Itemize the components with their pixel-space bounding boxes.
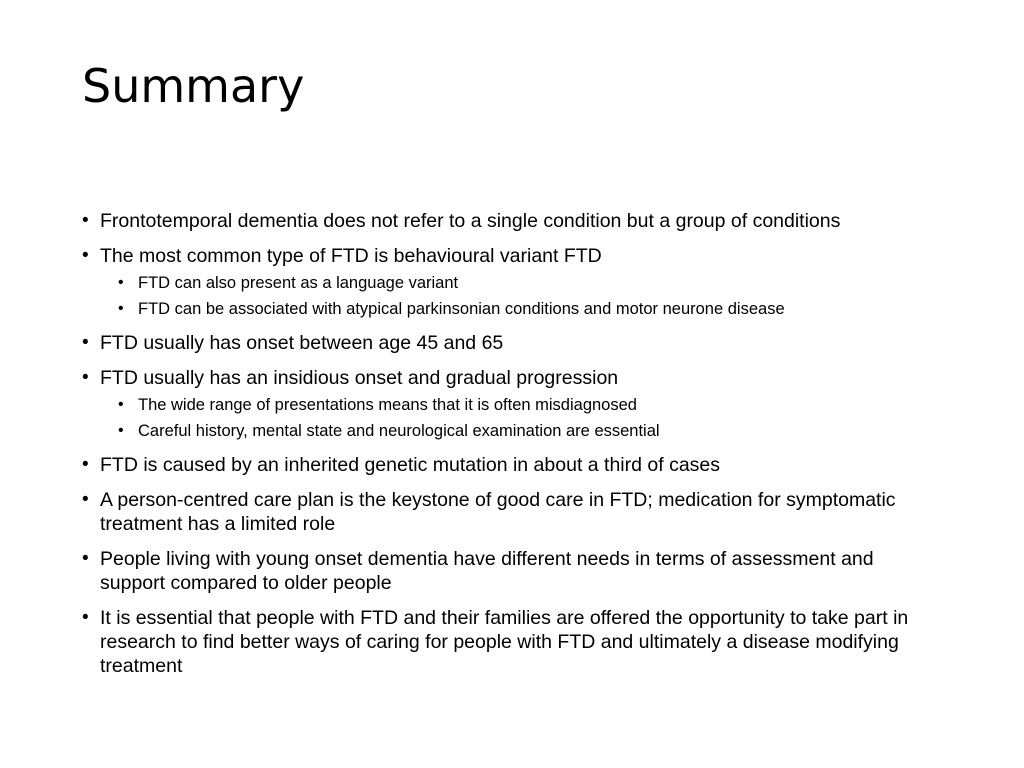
bullet-item bbox=[80, 209, 940, 233]
bullet-text: People living with young onset dementia have different needs in terms of assessment and support compared to older people bbox=[100, 548, 874, 594]
bullet-icon: • bbox=[82, 245, 89, 266]
slide-title: Summary bbox=[82, 59, 305, 113]
bullet-icon: • bbox=[82, 489, 89, 510]
sub-bullet-text: FTD can also present as a language variant bbox=[138, 274, 459, 292]
bullet-text: A person-centred care plan is the keystone of good care in FTD; medication for symptomatic treatment has a limited role bbox=[100, 489, 896, 535]
sub-bullet-text: Careful history, mental state and neurological examination are essential bbox=[138, 422, 660, 440]
bullet-text: FTD usually has an insidious onset and gradual progression bbox=[100, 367, 619, 389]
bullet-icon: • bbox=[82, 548, 89, 569]
sub-bullet-text: The wide range of presentations means that it is often misdiagnosed bbox=[138, 396, 637, 414]
sub-bullet-icon: • bbox=[118, 274, 124, 291]
bullet-icon: • bbox=[82, 332, 89, 353]
sub-bullet-item bbox=[80, 421, 940, 441]
sub-bullet-icon: • bbox=[118, 422, 124, 439]
sub-bullet-icon: • bbox=[118, 396, 124, 413]
bullet-item bbox=[80, 606, 940, 678]
sub-bullet-item bbox=[80, 395, 940, 415]
bullet-text: Frontotemporal dementia does not refer to a single condition but a group of conditions bbox=[100, 210, 841, 232]
bullet-icon: • bbox=[82, 607, 89, 628]
bullet-text: It is essential that people with FTD and their families are offered the opportunity to take part in research to find better ways of caring for people with FTD and ultimately a disease modifying treatment bbox=[100, 607, 909, 677]
bullet-item bbox=[80, 488, 940, 536]
sub-bullet-item bbox=[80, 273, 940, 293]
bullet-icon: • bbox=[82, 454, 89, 475]
bullet-icon: • bbox=[82, 210, 89, 231]
bullet-text: FTD is caused by an inherited genetic mutation in about a third of cases bbox=[100, 454, 721, 476]
bullet-item bbox=[80, 331, 940, 355]
sub-bullet-text: FTD can be associated with atypical parkinsonian conditions and motor neurone disease bbox=[138, 300, 785, 318]
bullet-icon: • bbox=[82, 367, 89, 388]
bullet-item bbox=[80, 244, 940, 268]
bullet-text: The most common type of FTD is behavioural variant FTD bbox=[100, 245, 602, 267]
sub-bullet-item bbox=[80, 299, 940, 319]
bullet-item bbox=[80, 453, 940, 477]
bullet-item bbox=[80, 366, 940, 390]
sub-bullet-icon: • bbox=[118, 300, 124, 317]
bullet-text: FTD usually has onset between age 45 and 65 bbox=[100, 332, 504, 354]
bullet-item bbox=[80, 547, 940, 595]
bullet-list bbox=[80, 207, 940, 678]
